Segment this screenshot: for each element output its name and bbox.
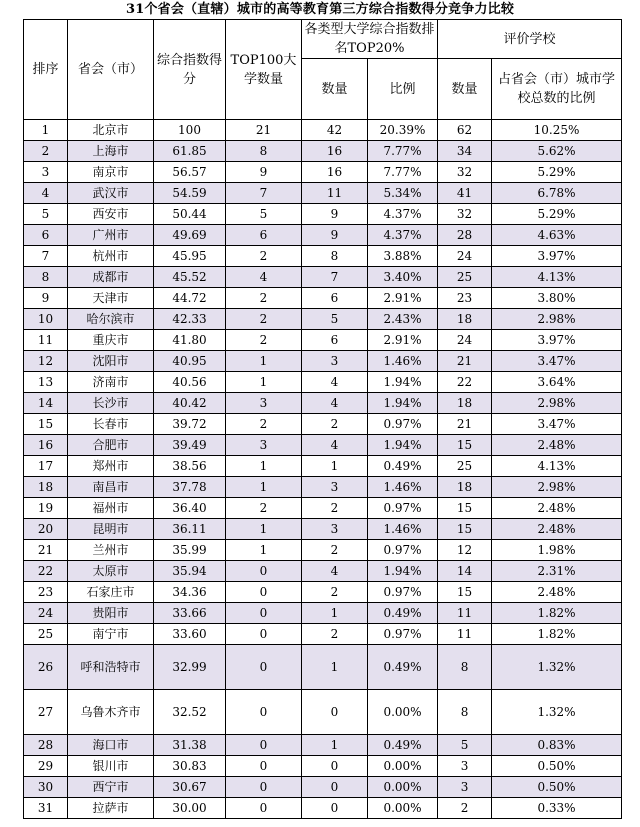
cell-top20-count: 3 [302,519,368,540]
cell-score: 34.36 [154,582,226,603]
cell-top100: 2 [226,498,302,519]
cell-top100: 8 [226,141,302,162]
cell-top20-count: 6 [302,330,368,351]
cell-top100: 0 [226,777,302,798]
cell-top100: 1 [226,519,302,540]
cell-eval-count: 11 [438,624,492,645]
cell-eval-count: 3 [438,777,492,798]
cell-top100: 6 [226,225,302,246]
cell-rank: 13 [24,372,68,393]
cell-rank: 9 [24,288,68,309]
cell-city: 哈尔滨市 [68,309,154,330]
cell-top20-count: 1 [302,456,368,477]
cell-top100: 0 [226,582,302,603]
cell-score: 49.69 [154,225,226,246]
cell-score: 36.40 [154,498,226,519]
cell-eval-ratio: 10.25% [492,120,622,141]
cell-top100: 1 [226,351,302,372]
table-row [24,309,622,330]
cell-eval-count: 8 [438,690,492,735]
cell-rank: 30 [24,777,68,798]
cell-eval-ratio: 1.82% [492,603,622,624]
cell-city: 北京市 [68,120,154,141]
cell-top20-ratio: 0.00% [368,756,438,777]
cell-eval-count: 24 [438,246,492,267]
cell-eval-count: 32 [438,162,492,183]
cell-eval-count: 34 [438,141,492,162]
table-row [24,225,622,246]
cell-eval-ratio: 2.48% [492,435,622,456]
cell-rank: 19 [24,498,68,519]
cell-city: 长春市 [68,414,154,435]
cell-city: 南昌市 [68,477,154,498]
cell-city: 石家庄市 [68,582,154,603]
cell-rank: 28 [24,735,68,756]
cell-top20-count: 0 [302,777,368,798]
cell-top20-count: 2 [302,582,368,603]
cell-top20-ratio: 0.49% [368,456,438,477]
cell-city: 昆明市 [68,519,154,540]
table-row [24,645,622,690]
table-row [24,540,622,561]
cell-top100: 2 [226,246,302,267]
cell-top20-count: 9 [302,225,368,246]
cell-eval-ratio: 2.98% [492,477,622,498]
cell-eval-count: 12 [438,540,492,561]
cell-top20-count: 4 [302,561,368,582]
cell-eval-ratio: 1.98% [492,540,622,561]
cell-city: 贵阳市 [68,603,154,624]
header-city: 省会（市） [68,20,154,120]
cell-top20-count: 5 [302,309,368,330]
cell-eval-ratio: 0.50% [492,777,622,798]
cell-score: 39.72 [154,414,226,435]
cell-rank: 15 [24,414,68,435]
table-row [24,246,622,267]
cell-rank: 8 [24,267,68,288]
header-score: 综合指数得分 [154,20,226,120]
cell-eval-ratio: 1.32% [492,690,622,735]
cell-city: 天津市 [68,288,154,309]
cell-top20-ratio: 1.94% [368,372,438,393]
cell-eval-ratio: 2.48% [492,519,622,540]
cell-rank: 29 [24,756,68,777]
cell-top100: 9 [226,162,302,183]
cell-top100: 4 [226,267,302,288]
cell-eval-count: 18 [438,393,492,414]
cell-rank: 17 [24,456,68,477]
cell-eval-ratio: 3.97% [492,246,622,267]
cell-score: 33.60 [154,624,226,645]
cell-top100: 0 [226,561,302,582]
cell-top20-count: 3 [302,477,368,498]
cell-city: 济南市 [68,372,154,393]
cell-top100: 21 [226,120,302,141]
table-row [24,435,622,456]
cell-top100: 0 [226,798,302,819]
table-row [24,798,622,819]
cell-city: 海口市 [68,735,154,756]
cell-score: 37.78 [154,477,226,498]
cell-top20-ratio: 5.34% [368,183,438,204]
cell-top20-count: 11 [302,183,368,204]
cell-top100: 2 [226,309,302,330]
cell-score: 39.49 [154,435,226,456]
cell-top20-ratio: 0.97% [368,540,438,561]
cell-top20-count: 1 [302,735,368,756]
cell-rank: 3 [24,162,68,183]
cell-top100: 7 [226,183,302,204]
cell-top20-ratio: 0.00% [368,777,438,798]
cell-rank: 10 [24,309,68,330]
cell-top20-count: 8 [302,246,368,267]
cell-score: 35.99 [154,540,226,561]
cell-city: 上海市 [68,141,154,162]
cell-score: 41.80 [154,330,226,351]
cell-rank: 6 [24,225,68,246]
cell-top20-ratio: 20.39% [368,120,438,141]
cell-score: 33.66 [154,603,226,624]
cell-score: 45.52 [154,267,226,288]
cell-top100: 0 [226,603,302,624]
cell-top20-ratio: 0.49% [368,603,438,624]
cell-eval-count: 11 [438,603,492,624]
cell-top20-count: 2 [302,498,368,519]
cell-rank: 26 [24,645,68,690]
cell-top100: 0 [226,624,302,645]
cell-top100: 0 [226,735,302,756]
cell-score: 56.57 [154,162,226,183]
cell-eval-ratio: 2.31% [492,561,622,582]
cell-top100: 2 [226,414,302,435]
cell-city: 西宁市 [68,777,154,798]
cell-city: 兰州市 [68,540,154,561]
cell-eval-ratio: 5.62% [492,141,622,162]
cell-city: 呼和浩特市 [68,645,154,690]
cell-city: 福州市 [68,498,154,519]
cell-rank: 16 [24,435,68,456]
cell-city: 武汉市 [68,183,154,204]
cell-top20-ratio: 3.40% [368,267,438,288]
cell-city: 太原市 [68,561,154,582]
cell-eval-ratio: 3.97% [492,330,622,351]
cell-rank: 20 [24,519,68,540]
cell-top20-ratio: 7.77% [368,162,438,183]
cell-top20-count: 7 [302,267,368,288]
cell-top100: 0 [226,690,302,735]
cell-top20-count: 2 [302,624,368,645]
header-eval-ratio: 占省会（市）城市学校总数的比例 [492,59,622,120]
cell-eval-ratio: 3.64% [492,372,622,393]
cell-eval-ratio: 2.98% [492,393,622,414]
cell-eval-ratio: 2.98% [492,309,622,330]
cell-eval-count: 15 [438,582,492,603]
cell-top20-ratio: 1.46% [368,351,438,372]
cell-top20-ratio: 1.94% [368,393,438,414]
table-row [24,561,622,582]
cell-eval-count: 14 [438,561,492,582]
cell-eval-count: 25 [438,267,492,288]
cell-score: 50.44 [154,204,226,225]
cell-top100: 0 [226,756,302,777]
header-top100: TOP100大学数量 [226,20,302,120]
cell-top20-ratio: 7.77% [368,141,438,162]
cell-score: 100 [154,120,226,141]
cell-city: 长沙市 [68,393,154,414]
cell-top100: 2 [226,288,302,309]
table-row [24,162,622,183]
cell-score: 38.56 [154,456,226,477]
cell-eval-ratio: 3.47% [492,351,622,372]
cell-top20-count: 1 [302,603,368,624]
cell-top20-count: 0 [302,756,368,777]
cell-top20-ratio: 1.46% [368,519,438,540]
cell-top20-count: 4 [302,393,368,414]
table-row [24,372,622,393]
table-row [24,624,622,645]
cell-rank: 4 [24,183,68,204]
cell-eval-count: 3 [438,756,492,777]
cell-top20-count: 2 [302,414,368,435]
cell-top20-count: 0 [302,798,368,819]
cell-eval-count: 15 [438,435,492,456]
cell-eval-ratio: 1.82% [492,624,622,645]
cell-top100: 0 [226,645,302,690]
header-eval-count: 数量 [438,59,492,120]
table-row [24,690,622,735]
cell-rank: 23 [24,582,68,603]
cell-rank: 1 [24,120,68,141]
table-row [24,330,622,351]
cell-eval-ratio: 6.78% [492,183,622,204]
cell-eval-ratio: 0.33% [492,798,622,819]
cell-score: 44.72 [154,288,226,309]
cell-eval-ratio: 2.48% [492,498,622,519]
cell-score: 30.83 [154,756,226,777]
header-rank: 排序 [24,20,68,120]
cell-eval-count: 32 [438,204,492,225]
table-row [24,141,622,162]
table-row [24,603,622,624]
cell-score: 40.42 [154,393,226,414]
table-row [24,204,622,225]
table-row [24,183,622,204]
cell-eval-count: 18 [438,477,492,498]
cell-eval-count: 15 [438,519,492,540]
table-row [24,456,622,477]
cell-top20-ratio: 0.49% [368,735,438,756]
cell-rank: 31 [24,798,68,819]
cell-city: 南京市 [68,162,154,183]
cell-top20-ratio: 4.37% [368,204,438,225]
table-body [24,120,622,819]
cell-city: 南宁市 [68,624,154,645]
cell-eval-ratio: 5.29% [492,204,622,225]
cell-city: 合肥市 [68,435,154,456]
cell-top20-count: 0 [302,690,368,735]
cell-top20-count: 16 [302,141,368,162]
cell-eval-ratio: 0.83% [492,735,622,756]
cell-score: 36.11 [154,519,226,540]
cell-top20-count: 42 [302,120,368,141]
cell-eval-ratio: 4.63% [492,225,622,246]
cell-rank: 5 [24,204,68,225]
cell-top20-count: 9 [302,204,368,225]
cell-score: 40.56 [154,372,226,393]
cell-score: 31.38 [154,735,226,756]
table-row [24,582,622,603]
cell-eval-count: 8 [438,645,492,690]
cell-score: 35.94 [154,561,226,582]
header-top20-ratio: 比例 [368,59,438,120]
cell-eval-ratio: 1.32% [492,645,622,690]
table-row [24,414,622,435]
cell-top20-count: 1 [302,645,368,690]
cell-eval-count: 41 [438,183,492,204]
cell-score: 42.33 [154,309,226,330]
cell-top20-count: 3 [302,351,368,372]
cell-score: 61.85 [154,141,226,162]
table-row [24,120,622,141]
cell-top20-ratio: 0.97% [368,624,438,645]
cell-top20-ratio: 2.91% [368,288,438,309]
cell-top20-ratio: 0.00% [368,690,438,735]
cell-eval-count: 21 [438,414,492,435]
cell-top20-ratio: 2.43% [368,309,438,330]
cell-rank: 27 [24,690,68,735]
cell-city: 成都市 [68,267,154,288]
cell-eval-count: 5 [438,735,492,756]
table-row [24,288,622,309]
cell-eval-ratio: 3.47% [492,414,622,435]
cell-top20-count: 6 [302,288,368,309]
cell-top100: 1 [226,372,302,393]
cell-rank: 24 [24,603,68,624]
cell-eval-count: 22 [438,372,492,393]
cell-top20-count: 4 [302,435,368,456]
cell-eval-count: 25 [438,456,492,477]
cell-top100: 1 [226,477,302,498]
table-row [24,351,622,372]
header-top20-group: 各类型大学综合指数排名TOP20% [302,20,438,59]
cell-city: 拉萨市 [68,798,154,819]
table-title: 31个省会（直辖）城市的高等教育第三方综合指数得分竞争力比较 [125,2,515,17]
table-row [24,777,622,798]
header-eval-group: 评价学校 [438,20,622,59]
cell-top100: 3 [226,393,302,414]
header-top20-count: 数量 [302,59,368,120]
cell-eval-ratio: 0.50% [492,756,622,777]
cell-score: 40.95 [154,351,226,372]
table-row [24,519,622,540]
cell-top20-count: 16 [302,162,368,183]
cell-top100: 5 [226,204,302,225]
cell-city: 银川市 [68,756,154,777]
cell-city: 西安市 [68,204,154,225]
cell-eval-count: 21 [438,351,492,372]
cell-score: 32.52 [154,690,226,735]
cell-top20-count: 2 [302,540,368,561]
cell-top20-ratio: 3.88% [368,246,438,267]
cell-score: 54.59 [154,183,226,204]
cell-score: 45.95 [154,246,226,267]
cell-top20-count: 4 [302,372,368,393]
cell-eval-ratio: 3.80% [492,288,622,309]
cell-eval-ratio: 5.29% [492,162,622,183]
cell-city: 广州市 [68,225,154,246]
cell-rank: 25 [24,624,68,645]
table-row [24,393,622,414]
cell-eval-ratio: 2.48% [492,582,622,603]
cell-city: 郑州市 [68,456,154,477]
cell-eval-ratio: 4.13% [492,456,622,477]
cell-rank: 22 [24,561,68,582]
cell-rank: 21 [24,540,68,561]
cell-score: 30.67 [154,777,226,798]
table-row [24,477,622,498]
cell-eval-count: 23 [438,288,492,309]
cell-rank: 7 [24,246,68,267]
cell-city: 杭州市 [68,246,154,267]
cell-top20-ratio: 1.94% [368,435,438,456]
cell-rank: 11 [24,330,68,351]
cell-top20-ratio: 2.91% [368,330,438,351]
cell-eval-count: 18 [438,309,492,330]
cell-city: 重庆市 [68,330,154,351]
ranking-table [23,19,622,819]
table-row [24,498,622,519]
cell-rank: 12 [24,351,68,372]
cell-eval-count: 28 [438,225,492,246]
cell-top100: 1 [226,540,302,561]
cell-rank: 2 [24,141,68,162]
cell-rank: 14 [24,393,68,414]
cell-top20-ratio: 1.94% [368,561,438,582]
table-row [24,267,622,288]
cell-top20-ratio: 1.46% [368,477,438,498]
table-row [24,735,622,756]
cell-top20-ratio: 0.97% [368,498,438,519]
cell-eval-count: 15 [438,498,492,519]
cell-rank: 18 [24,477,68,498]
table-row [24,756,622,777]
cell-top20-ratio: 0.00% [368,798,438,819]
cell-top20-ratio: 0.97% [368,414,438,435]
cell-eval-count: 62 [438,120,492,141]
cell-top20-ratio: 4.37% [368,225,438,246]
cell-eval-ratio: 4.13% [492,267,622,288]
cell-top100: 2 [226,330,302,351]
cell-eval-count: 24 [438,330,492,351]
cell-city: 沈阳市 [68,351,154,372]
cell-score: 30.00 [154,798,226,819]
cell-top100: 1 [226,456,302,477]
cell-top20-ratio: 0.49% [368,645,438,690]
cell-eval-count: 2 [438,798,492,819]
cell-top100: 3 [226,435,302,456]
cell-score: 32.99 [154,645,226,690]
cell-top20-ratio: 0.97% [368,582,438,603]
cell-city: 乌鲁木齐市 [68,690,154,735]
